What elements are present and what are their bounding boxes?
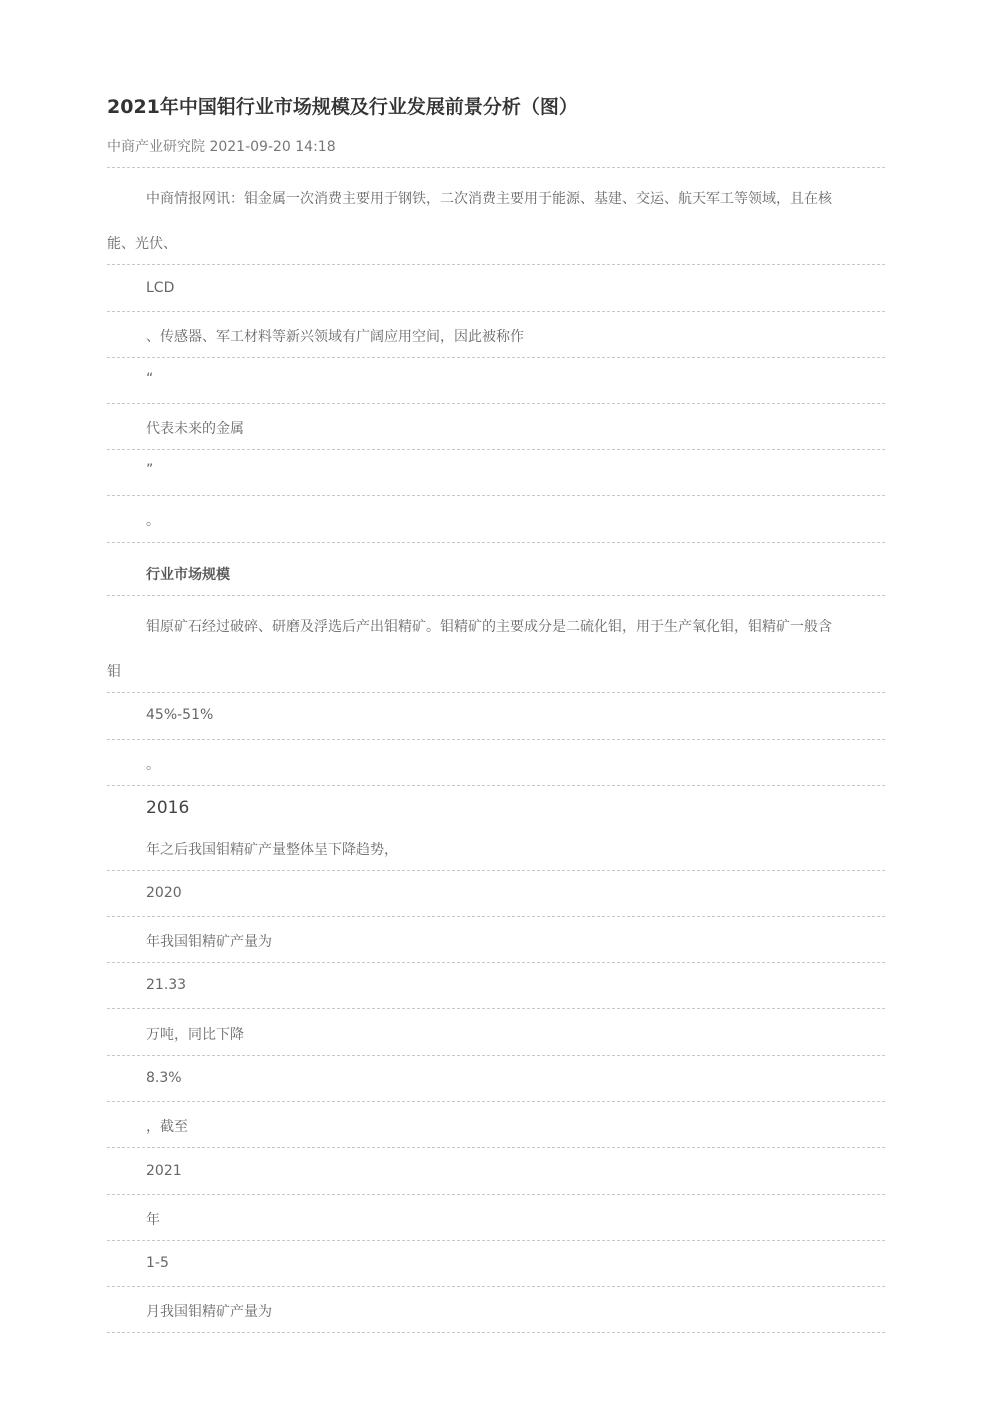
- section-heading: 行业市场规模: [146, 567, 230, 583]
- divider: [107, 403, 885, 404]
- paragraph-line: 、传感器、军工材料等新兴领域有广阔应用空间，因此被称作: [146, 329, 524, 345]
- paragraph-line: 2020: [146, 885, 182, 901]
- paragraph-line: 月我国钼精矿产量为: [146, 1304, 272, 1320]
- paragraph-line: 钼: [107, 664, 121, 680]
- paragraph-line: ，截至: [146, 1119, 188, 1135]
- divider: [107, 1147, 885, 1148]
- divider: [107, 495, 885, 496]
- paragraph-line: 45%-51%: [146, 707, 214, 723]
- divider: [107, 1194, 885, 1195]
- divider: [107, 692, 885, 693]
- paragraph-line: 年: [146, 1212, 160, 1228]
- divider: [107, 1101, 885, 1102]
- paragraph-line: “: [146, 371, 154, 387]
- paragraph-line: 2016: [146, 798, 190, 818]
- divider: [107, 1240, 885, 1241]
- paragraph-line: LCD: [146, 280, 175, 296]
- divider: [107, 542, 885, 543]
- paragraph-line: 万吨，同比下降: [146, 1027, 244, 1043]
- article-meta: 中商产业研究院 2021-09-20 14:18: [107, 139, 336, 155]
- paragraph-line: 。: [146, 513, 160, 529]
- divider: [107, 739, 885, 740]
- article-title: 2021年中国钼行业市场规模及行业发展前景分析（图）: [107, 96, 578, 118]
- paragraph-line: 中商情报网讯：钼金属一次消费主要用于钢铁，二次消费主要用于能源、基建、交运、航天军工等领域，且在核: [146, 191, 832, 207]
- divider: [107, 357, 885, 358]
- paragraph-line: 年我国钼精矿产量为: [146, 934, 272, 950]
- divider: [107, 1008, 885, 1009]
- paragraph-line: 2021: [146, 1163, 182, 1179]
- paragraph-line: ”: [146, 462, 154, 478]
- paragraph-line: 21.33: [146, 977, 187, 993]
- divider: [107, 167, 885, 168]
- divider: [107, 311, 885, 312]
- divider: [107, 962, 885, 963]
- divider: [107, 870, 885, 871]
- paragraph-line: 代表未来的金属: [146, 421, 244, 437]
- divider: [107, 1332, 885, 1333]
- divider: [107, 595, 885, 596]
- paragraph-line: 年之后我国钼精矿产量整体呈下降趋势，: [146, 842, 398, 858]
- paragraph-line: 。: [146, 757, 160, 773]
- divider: [107, 264, 885, 265]
- divider: [107, 449, 885, 450]
- paragraph-line: 8.3%: [146, 1070, 182, 1086]
- divider: [107, 916, 885, 917]
- paragraph-line: 1-5: [146, 1255, 169, 1271]
- divider: [107, 785, 885, 786]
- divider: [107, 1286, 885, 1287]
- paragraph-line: 能、光伏、: [107, 236, 177, 252]
- paragraph-line: 钼原矿石经过破碎、研磨及浮选后产出钼精矿。钼精矿的主要成分是二硫化钼，用于生产氧化钼，钼精矿一般含: [146, 619, 832, 635]
- divider: [107, 1055, 885, 1056]
